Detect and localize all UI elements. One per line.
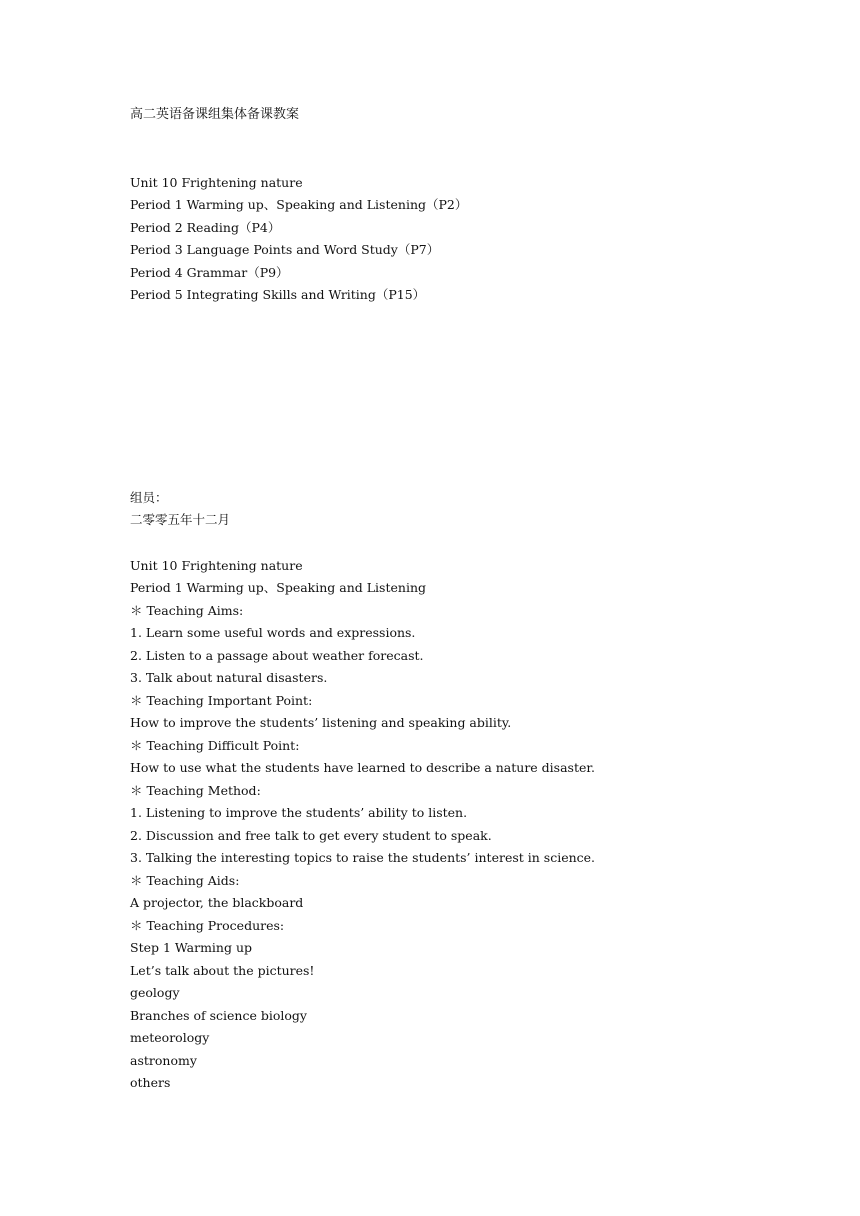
branch-item-5: others	[130, 1075, 171, 1090]
toc-period-1: Period 1 Warming up、Speaking and Listening（P2）	[130, 197, 468, 212]
branch-item-3: meteorology	[130, 1030, 210, 1045]
method-item-2: 2. Discussion and free talk to get every student to speak.	[130, 828, 492, 843]
aim-item-3: 3. Talk about natural disasters.	[130, 670, 328, 685]
method-heading: ＊ Teaching Method:	[130, 783, 261, 798]
step-1-title: Step 1 Warming up	[130, 940, 253, 955]
members-label: 组员：	[130, 490, 168, 505]
difficult-point-text: How to use what the students have learned to describe a nature disaster.	[130, 760, 595, 775]
procedures-heading: ＊ Teaching Procedures:	[130, 918, 285, 933]
toc-period-5: Period 5 Integrating Skills and Writing（P15）	[130, 287, 426, 302]
method-item-3: 3. Talking the interesting topics to raise the students’ interest in science.	[130, 850, 596, 865]
aim-item-1: 1. Learn some useful words and expressions.	[130, 625, 416, 640]
method-item-1: 1. Listening to improve the students’ ability to listen.	[130, 805, 468, 820]
lesson-unit: Unit 10 Frightening nature	[130, 558, 303, 573]
aim-item-2: 2. Listen to a passage about weather forecast.	[130, 648, 424, 663]
document-date: 二零零五年十二月	[130, 512, 231, 527]
aids-heading: ＊ Teaching Aids:	[130, 873, 240, 888]
toc-unit: Unit 10 Frightening nature	[130, 175, 303, 190]
branch-item-4: astronomy	[130, 1053, 197, 1068]
important-point-text: How to improve the students’ listening and speaking ability.	[130, 715, 512, 730]
branch-item-2: Branches of science biology	[130, 1008, 307, 1023]
document-title: 高二英语备课组集体备课教案	[130, 107, 300, 122]
branch-item-1: geology	[130, 985, 180, 1000]
step-1-intro: Let’s talk about the pictures!	[130, 963, 315, 978]
difficult-point-heading: ＊ Teaching Difficult Point:	[130, 738, 300, 753]
lesson-period: Period 1 Warming up、Speaking and Listening	[130, 580, 426, 595]
aids-text: A projector, the blackboard	[130, 895, 304, 910]
aims-heading: ＊ Teaching Aims:	[130, 603, 244, 618]
toc-period-3: Period 3 Language Points and Word Study（P7）	[130, 242, 440, 257]
important-point-heading: ＊ Teaching Important Point:	[130, 693, 313, 708]
toc-period-2: Period 2 Reading（P4）	[130, 220, 281, 235]
toc-period-4: Period 4 Grammar（P9）	[130, 265, 289, 280]
